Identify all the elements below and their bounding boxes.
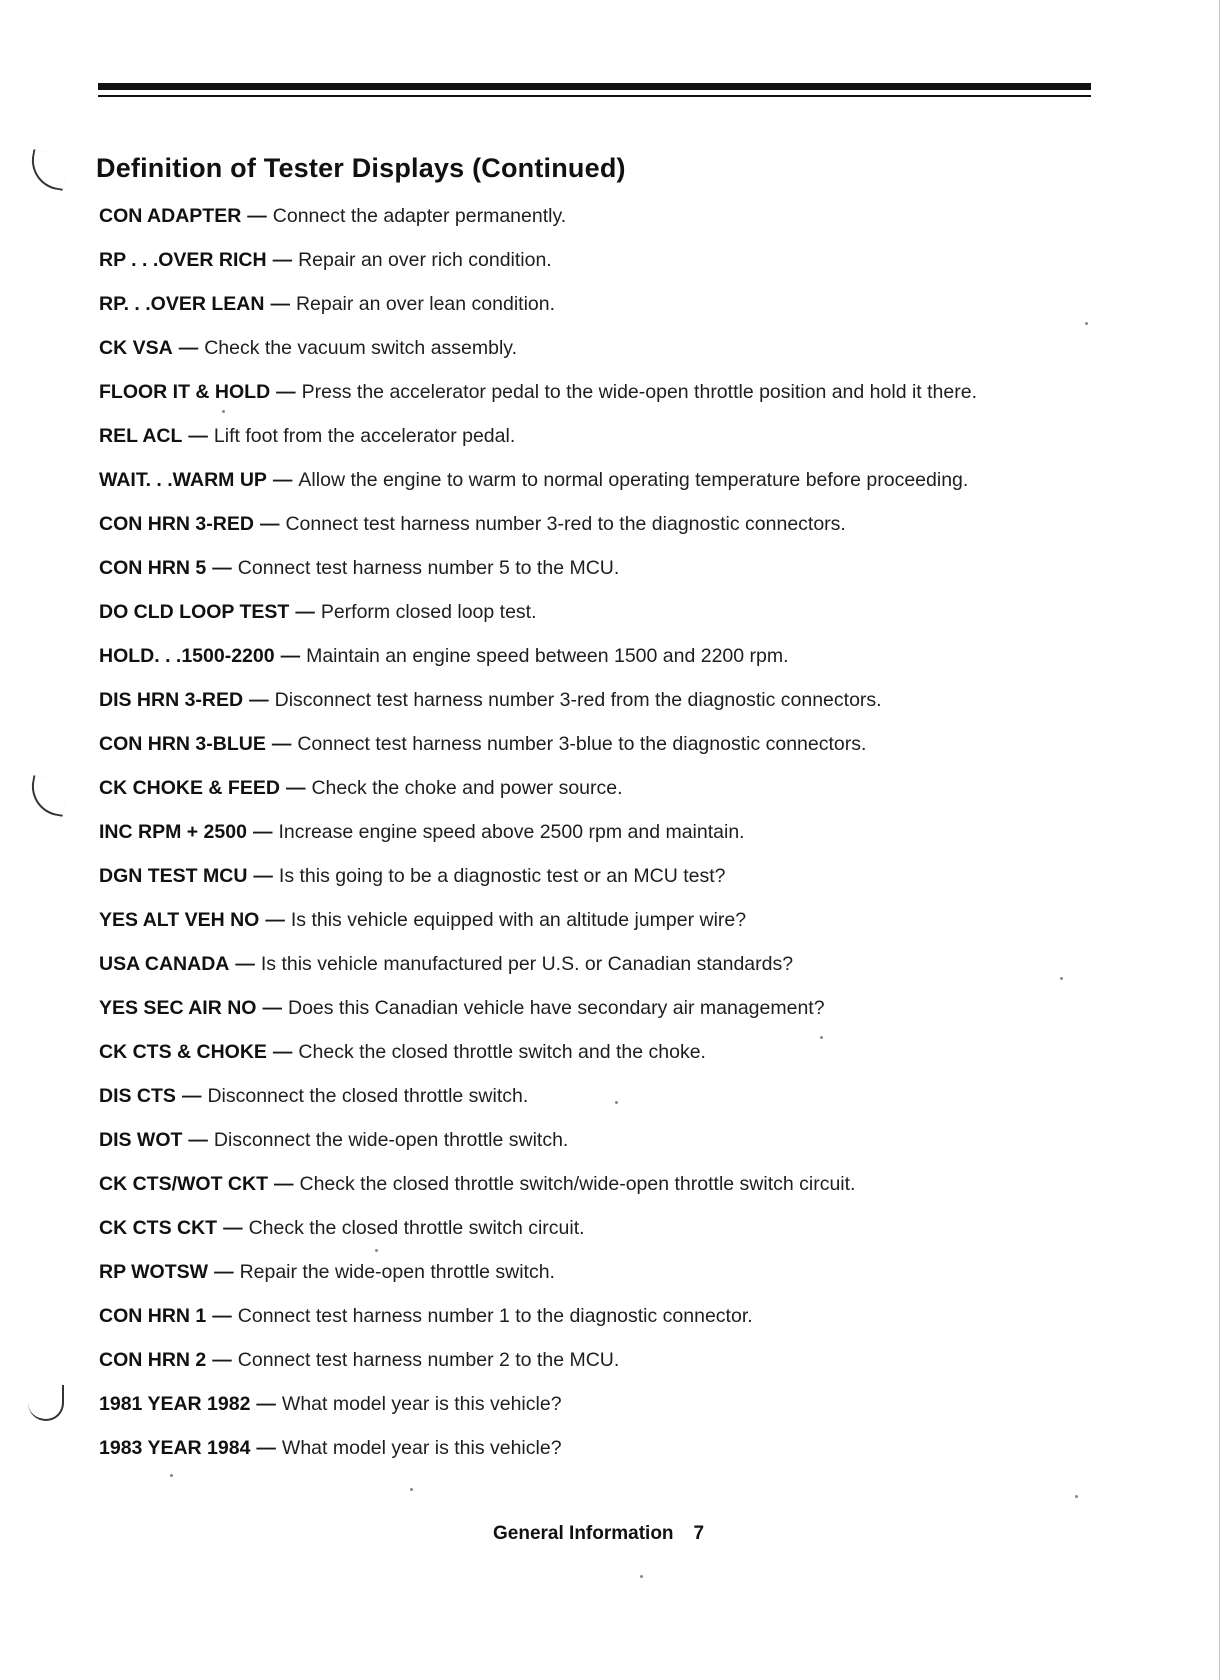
definition-item — [99, 202, 1109, 246]
section-heading: Definition of Tester Displays (Continued) — [96, 153, 626, 183]
definition-description: Perform closed loop test. — [320, 601, 537, 623]
definition-term: CON HRN 1 — [99, 1305, 207, 1327]
definition-separator: — — [285, 777, 306, 799]
binding-hole-mark — [27, 149, 69, 191]
definition-description: Connect test harness number 3-red to the diagnostic connectors. — [285, 513, 846, 535]
definition-term: 1981 YEAR 1982 — [99, 1393, 251, 1415]
definition-description: Is this vehicle equipped with an altitude jumper wire? — [290, 909, 747, 931]
scan-speck — [1060, 977, 1063, 980]
definition-term: HOLD. . .1500-2200 — [99, 645, 275, 667]
definition-term: CK CHOKE & FEED — [99, 777, 280, 799]
page-number: 7 — [693, 1523, 705, 1544]
definition-term: CK CTS CKT — [99, 1217, 218, 1239]
definition-description: Is this going to be a diagnostic test or an MCU test? — [278, 865, 726, 887]
page-footer — [493, 1523, 704, 1545]
definition-separator: — — [273, 1173, 294, 1195]
definition-separator: — — [212, 1305, 232, 1327]
definition-item — [99, 862, 1109, 906]
definition-description: Press the accelerator pedal to the wide-open throttle position and hold it there. — [301, 381, 977, 403]
definition-term: CON HRN 2 — [99, 1349, 207, 1371]
definition-item — [99, 422, 1109, 466]
definition-term: RP WOTSW — [99, 1261, 209, 1283]
definition-description: Repair the wide-open throttle switch. — [239, 1261, 555, 1283]
definition-list — [99, 202, 1109, 1478]
definition-separator: — — [271, 733, 292, 755]
definition-description: Check the closed throttle switch/wide-open throttle switch circuit. — [299, 1173, 856, 1195]
definition-item — [99, 994, 1109, 1038]
definition-item — [99, 290, 1109, 334]
definition-item — [99, 950, 1109, 994]
definition-description: Check the closed throttle switch circuit. — [248, 1217, 585, 1239]
definition-item — [99, 1126, 1109, 1170]
definition-term: CK VSA — [99, 337, 173, 359]
definition-item — [99, 466, 1109, 510]
definition-description: Repair an over rich condition. — [298, 249, 552, 271]
definition-term: YES ALT VEH NO — [99, 909, 260, 931]
definition-separator: — — [249, 689, 269, 711]
definition-item — [99, 642, 1109, 686]
definition-item — [99, 246, 1109, 290]
definition-description: Check the closed throttle switch and the choke. — [298, 1041, 706, 1063]
scan-speck — [410, 1488, 413, 1491]
definition-separator: — — [212, 557, 232, 579]
definition-term: CON HRN 3-BLUE — [99, 733, 266, 755]
definition-description: Disconnect the wide-open throttle switch. — [213, 1129, 569, 1151]
definition-description: Disconnect test harness number 3-red from the diagnostic connectors. — [274, 689, 882, 711]
definition-description: Connect test harness number 3-blue to the diagnostic connectors. — [297, 733, 867, 755]
definition-item — [99, 1082, 1109, 1126]
definition-separator: — — [212, 1349, 232, 1371]
definition-description: Lift foot from the accelerator pedal. — [213, 425, 516, 447]
scan-speck — [170, 1474, 173, 1477]
definition-separator: — — [295, 601, 315, 623]
definition-item — [99, 1302, 1109, 1346]
definition-separator: — — [256, 1437, 276, 1459]
definition-item — [99, 774, 1109, 818]
scan-speck — [1085, 322, 1088, 325]
definition-separator: — — [272, 249, 293, 271]
definition-item — [99, 334, 1109, 378]
definition-description: Check the choke and power source. — [311, 777, 623, 799]
definition-item — [99, 598, 1109, 642]
definition-term: FLOOR IT & HOLD — [99, 381, 271, 403]
definition-separator: — — [235, 953, 255, 975]
definition-description: Is this vehicle manufactured per U.S. or Canadian standards? — [260, 953, 794, 975]
binding-hole-mark — [28, 1385, 64, 1421]
definition-separator: — — [181, 1085, 202, 1107]
definition-separator: — — [188, 1129, 208, 1151]
definition-item — [99, 554, 1109, 598]
definition-item — [99, 686, 1109, 730]
definition-item — [99, 1170, 1109, 1214]
definition-separator: — — [188, 425, 208, 447]
definition-separator: — — [253, 865, 273, 887]
definition-term: CON HRN 5 — [99, 557, 207, 579]
definition-description: What model year is this vehicle? — [281, 1437, 562, 1459]
definition-term: REL ACL — [99, 425, 183, 447]
definition-term: INC RPM + 2500 — [99, 821, 247, 843]
scan-speck — [615, 1101, 618, 1104]
definition-term: WAIT. . .WARM UP — [99, 469, 267, 491]
definition-term: USA CANADA — [99, 953, 230, 975]
definition-item — [99, 378, 1109, 422]
definition-description: Disconnect the closed throttle switch. — [207, 1085, 529, 1107]
definition-item — [99, 1390, 1109, 1434]
definition-description: Connect test harness number 1 to the diagnostic connector. — [237, 1305, 753, 1327]
definition-separator: — — [276, 381, 296, 403]
definition-separator: — — [223, 1217, 243, 1239]
definition-separator: — — [272, 1041, 293, 1063]
definition-term: YES SEC AIR NO — [99, 997, 257, 1019]
scan-speck — [375, 1249, 378, 1252]
definition-separator: — — [272, 469, 293, 491]
definition-term: CON ADAPTER — [99, 205, 242, 227]
definition-description: Connect test harness number 5 to the MCU. — [237, 557, 620, 579]
definition-description: Allow the engine to warm to normal operating temperature before proceeding. — [298, 469, 969, 491]
definition-separator: — — [178, 337, 199, 359]
binding-hole-mark — [27, 775, 69, 817]
definition-item — [99, 906, 1109, 950]
definition-term: DIS HRN 3-RED — [99, 689, 244, 711]
definition-term: 1983 YEAR 1984 — [99, 1437, 251, 1459]
scan-speck — [640, 1575, 643, 1578]
definition-term: RP . . .OVER RICH — [99, 249, 267, 271]
definition-separator: — — [262, 997, 282, 1019]
footer-section-title: General Information — [493, 1523, 674, 1544]
definition-item — [99, 1434, 1109, 1478]
definition-item — [99, 730, 1109, 774]
definition-description: Connect test harness number 2 to the MCU. — [237, 1349, 620, 1371]
definition-separator: — — [270, 293, 290, 315]
definition-item — [99, 1038, 1109, 1082]
definition-term: DGN TEST MCU — [99, 865, 248, 887]
definition-term: CON HRN 3-RED — [99, 513, 254, 535]
definition-separator: — — [259, 513, 280, 535]
scan-speck — [820, 1036, 823, 1039]
definition-item — [99, 510, 1109, 554]
definition-term: DIS WOT — [99, 1129, 183, 1151]
definition-item — [99, 818, 1109, 862]
definition-separator: — — [252, 821, 273, 843]
definition-term: CK CTS & CHOKE — [99, 1041, 267, 1063]
definition-item — [99, 1214, 1109, 1258]
scan-speck — [222, 410, 225, 413]
definition-separator: — — [256, 1393, 276, 1415]
definition-item — [99, 1258, 1109, 1302]
definition-separator: — — [247, 205, 267, 227]
scan-speck — [1075, 1495, 1078, 1498]
definition-separator: — — [265, 909, 285, 931]
definition-description: Repair an over lean condition. — [295, 293, 556, 315]
definition-separator: — — [280, 645, 301, 667]
definition-term: RP. . .OVER LEAN — [99, 293, 265, 315]
definition-description: What model year is this vehicle? — [281, 1393, 562, 1415]
header-rule-thick — [98, 83, 1091, 90]
definition-description: Connect the adapter permanently. — [272, 205, 567, 227]
header-rule-thin — [98, 95, 1091, 97]
definition-term: CK CTS/WOT CKT — [99, 1173, 268, 1195]
definition-term: DIS CTS — [99, 1085, 176, 1107]
definition-description: Increase engine speed above 2500 rpm and maintain. — [278, 821, 745, 843]
definition-item — [99, 1346, 1109, 1390]
page-edge-line — [1219, 0, 1220, 1680]
definition-description: Check the vacuum switch assembly. — [204, 337, 518, 359]
definition-separator: — — [214, 1261, 234, 1283]
definition-term: DO CLD LOOP TEST — [99, 601, 290, 623]
definition-description: Does this Canadian vehicle have secondary air management? — [287, 997, 825, 1019]
definition-description: Maintain an engine speed between 1500 and 2200 rpm. — [306, 645, 789, 667]
